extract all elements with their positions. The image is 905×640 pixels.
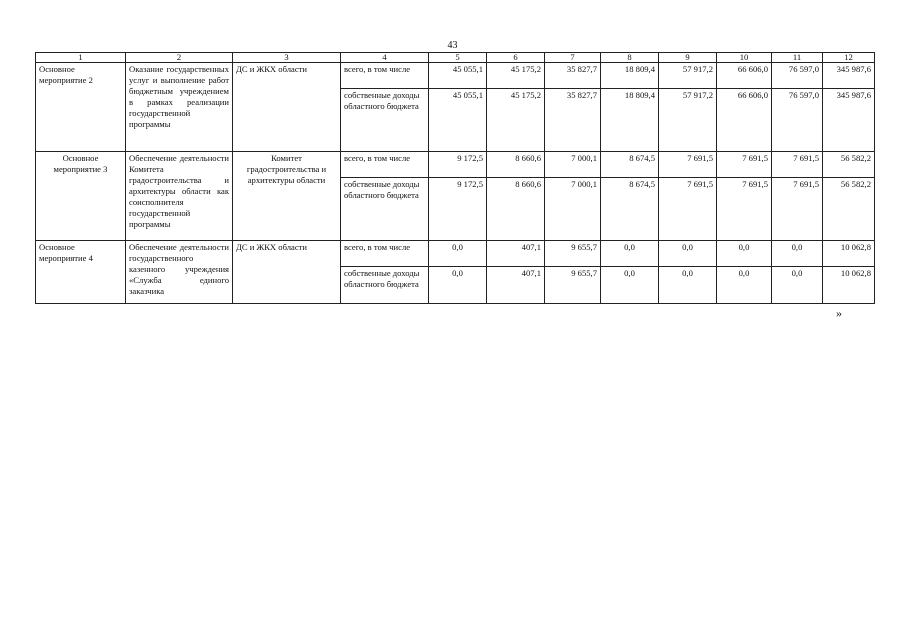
table-row xyxy=(36,152,875,178)
column-header: 10 xyxy=(717,53,772,63)
value-cell: 35 827,7 xyxy=(545,63,601,89)
executor: Комитет градостроительства и архитектуры области xyxy=(233,152,341,241)
column-header: 4 xyxy=(341,53,429,63)
activity-description: Обеспечение деятельности Комитета градостроительства и архитектуры области как соисполнителя государственной программы xyxy=(126,152,233,241)
column-header: 8 xyxy=(601,53,659,63)
value-cell: 9 655,7 xyxy=(545,241,601,267)
value-cell: 8 674,5 xyxy=(601,178,659,241)
value-cell: 7 000,1 xyxy=(545,152,601,178)
value-cell: 9 172,5 xyxy=(429,152,487,178)
row-label: всего, в том числе xyxy=(341,241,429,267)
column-header: 12 xyxy=(823,53,875,63)
header-row xyxy=(36,53,875,63)
value-cell: 45 055,1 xyxy=(429,63,487,89)
executor: ДС и ЖКХ области xyxy=(233,63,341,152)
value-cell: 8 660,6 xyxy=(487,152,545,178)
value-cell: 0,0 xyxy=(717,267,772,304)
value-cell: 0,0 xyxy=(659,241,717,267)
value-cell: 0,0 xyxy=(659,267,717,304)
value-cell: 7 691,5 xyxy=(717,152,772,178)
activity-description: Оказание государственных услуг и выполнение работ бюджетным учреждением в рамках реализации государственной программы xyxy=(126,63,233,152)
value-cell: 57 917,2 xyxy=(659,63,717,89)
value-cell: 18 809,4 xyxy=(601,89,659,152)
column-header: 5 xyxy=(429,53,487,63)
column-header: 2 xyxy=(126,53,233,63)
value-cell: 0,0 xyxy=(717,241,772,267)
value-cell: 7 691,5 xyxy=(659,152,717,178)
table-row xyxy=(36,241,875,267)
executor: ДС и ЖКХ области xyxy=(233,241,341,304)
row-label: собственные доходы областного бюджета xyxy=(341,178,429,241)
value-cell: 7 691,5 xyxy=(659,178,717,241)
value-cell: 345 987,6 xyxy=(823,63,875,89)
column-header: 11 xyxy=(772,53,823,63)
value-cell: 56 582,2 xyxy=(823,152,875,178)
value-cell: 0,0 xyxy=(601,267,659,304)
activity-name: Основное мероприятие 2 xyxy=(36,63,126,152)
row-label: собственные доходы областного бюджета xyxy=(341,267,429,304)
page-number: 43 xyxy=(447,40,458,51)
value-cell: 45 175,2 xyxy=(487,89,545,152)
value-cell: 0,0 xyxy=(772,241,823,267)
value-cell: 76 597,0 xyxy=(772,89,823,152)
value-cell: 8 674,5 xyxy=(601,152,659,178)
column-header: 9 xyxy=(659,53,717,63)
value-cell: 7 000,1 xyxy=(545,178,601,241)
value-cell: 407,1 xyxy=(487,241,545,267)
column-header: 7 xyxy=(545,53,601,63)
value-cell: 7 691,5 xyxy=(717,178,772,241)
value-cell: 0,0 xyxy=(601,241,659,267)
value-cell: 56 582,2 xyxy=(823,178,875,241)
column-header: 6 xyxy=(487,53,545,63)
value-cell: 9 172,5 xyxy=(429,178,487,241)
value-cell: 66 606,0 xyxy=(717,89,772,152)
value-cell: 45 055,1 xyxy=(429,89,487,152)
value-cell: 10 062,8 xyxy=(823,267,875,304)
activity-description: Обеспечение деятельности государственного казенного учреждения «Служба единого заказчика xyxy=(126,241,233,304)
activity-name: Основное мероприятие 3 xyxy=(36,152,126,241)
value-cell: 45 175,2 xyxy=(487,63,545,89)
value-cell: 10 062,8 xyxy=(823,241,875,267)
row-label: собственные доходы областного бюджета xyxy=(341,89,429,152)
value-cell: 0,0 xyxy=(772,267,823,304)
value-cell: 407,1 xyxy=(487,267,545,304)
value-cell: 35 827,7 xyxy=(545,89,601,152)
value-cell: 66 606,0 xyxy=(717,63,772,89)
value-cell: 76 597,0 xyxy=(772,63,823,89)
row-label: всего, в том числе xyxy=(341,152,429,178)
row-label: всего, в том числе xyxy=(341,63,429,89)
closing-quote: » xyxy=(836,306,842,320)
value-cell: 0,0 xyxy=(429,241,487,267)
column-header: 1 xyxy=(36,53,126,63)
value-cell: 7 691,5 xyxy=(772,178,823,241)
value-cell: 8 660,6 xyxy=(487,178,545,241)
value-cell: 18 809,4 xyxy=(601,63,659,89)
value-cell: 345 987,6 xyxy=(823,89,875,152)
value-cell: 0,0 xyxy=(429,267,487,304)
value-cell: 57 917,2 xyxy=(659,89,717,152)
column-header: 3 xyxy=(233,53,341,63)
table-row xyxy=(36,63,875,89)
value-cell: 9 655,7 xyxy=(545,267,601,304)
budget-table xyxy=(35,52,875,304)
value-cell: 7 691,5 xyxy=(772,152,823,178)
activity-name: Основное мероприятие 4 xyxy=(36,241,126,304)
